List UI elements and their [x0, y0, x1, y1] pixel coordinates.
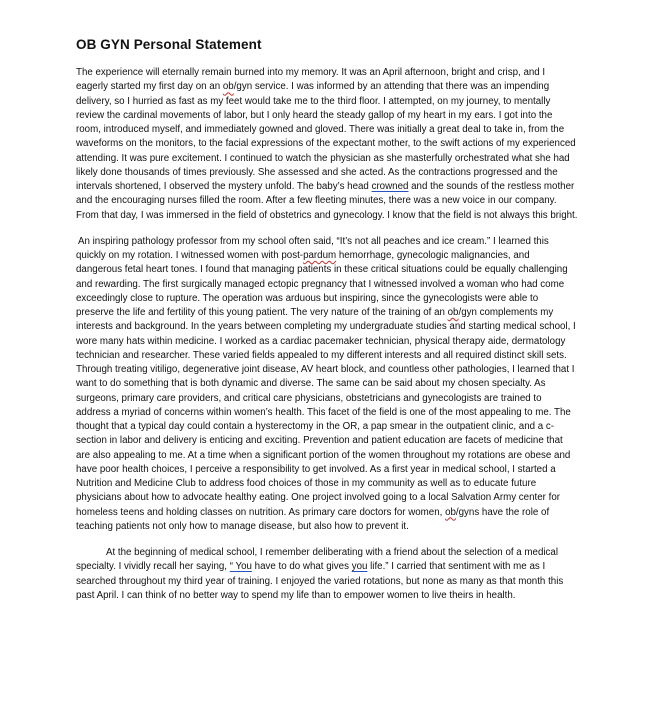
paragraph-1: [76, 66, 578, 223]
text-segment: The experience will eternally remain burned into my memory. It was an April afternoon, bright and crisp, and I eagerly started my first day on an: [76, 67, 546, 93]
text-segment: /gyn service. I was informed by an attending that there was an impending delivery, so I hurried as fast as my feet would take me to the third floor. I attempted, on my journey, to mentally review the cardinal movements of labor, but I only heard the steady gallop of my heart in my ears. I got into the room, introduced myself, and immediately gowned and gloved. There was initially a great deal to take in, from the waveforms on the monitors, to the facial expressions of the expectant mother, to the swift actions of my experienced attending. It was pure excitement. I continued to watch the physician as she masterfully orchestrated what she had likely done thousands of times previously. She assessed and she acted. As the contractions progressed and the intervals shortened, I observed the mystery unfold. The baby’s head: [76, 81, 576, 192]
spelling-flagged-word: pardum: [303, 250, 337, 261]
text-segment: An inspiring pathology professor from my school often said, “It’s not all peaches and ice cream.” I learned this quickly on my rotation. I witnessed women with post-: [76, 235, 549, 261]
text-segment: /gyn complements my interests and background. In the years between completing my undergraduate studies and starting medical school, I wore many hats within medicine. I worked as a cardiac pacemaker technician, physical therapy aide, dermatology technician and researcher. These varied fields appealed to my different interests and all required distinct skill sets. Through treating vitiligo, degenerative joint disease, AV heart block, and countless other pathologies, I learned that I want to do something that is both dynamic and diverse. The same can be said about my chosen specialty. As surgeons, primary care providers, and critical care physicians, obstetricians and gynecologists are trained to address a myriad of concerns within women’s health. This facet of the field is one of the most appealing to me. The thought that a typical day could contain a hysterectomy in the OR, a pap smear in the outpatient clinic, and a c-section in labor and delivery is enticing and exciting. Prevention and patient education are facets of medicine that are also appealing to me. At a time when a significant portion of the women throughout my rotations are obese and have poor health choices, I perceive a responsibility to get involved. As a first year in medical school, I started a Nutrition and Medicine Club to address food choices of those in my community as well as to educate future physicians about how to advocate healthy eating. One project involved going to a local Salvation Army center for homeless teens and holding classes on nutrition. As primary care doctors for women,: [76, 307, 576, 518]
document-page: [76, 36, 578, 615]
text-segment: /gyns have the role of teaching patients not only how to manage disease, but also how to prevent it.: [76, 506, 550, 532]
text-segment: life.” I carried that sentiment with me as I searched throughout my third year of training. I enjoyed the varied rotations, but none as many as that month this past April. I can think of no better way to spend my life than to empower women to live theirs in health.: [76, 561, 564, 601]
text-segment: At the beginning of medical school, I remember deliberating with a friend about the selection of a medical specialty. I vividly recall her saying,: [76, 547, 559, 573]
paragraph-2: [76, 235, 578, 534]
document-title: OB GYN Personal Statement: [76, 37, 262, 52]
paragraph-3: [76, 546, 578, 603]
grammar-flagged-word: crowned: [371, 181, 409, 192]
text-segment: hemorrhage, gynecologic malignancies, and dangerous fetal heart tones. I found that managing patients in these critical situations could be equally challenging and rewarding. The first surgically managed ectopic pregnancy that I witnessed involved a woman who had come exceedingly close to rupture. The operation was arduous but inspiring, since the gynecologists were able to preserve the life and fertility of this young patient. The very nature of the training of an: [76, 250, 568, 318]
text-segment: have to do what gives: [251, 561, 352, 573]
spelling-flagged-word: ob: [222, 81, 234, 93]
grammar-flagged-word: you: [351, 561, 368, 573]
spelling-flagged-word: ob: [447, 307, 459, 318]
grammar-flagged-word: “ You: [229, 561, 252, 573]
spelling-flagged-word: ob: [445, 506, 456, 518]
text-segment: and the sounds of the restless mother and the encouraging nurses filled the room. After a few fleeting minutes, there was a new voice in our company. From that day, I was immersed in the field of obstetrics and gynecology. I know that the field is not always this bright.: [76, 181, 578, 221]
